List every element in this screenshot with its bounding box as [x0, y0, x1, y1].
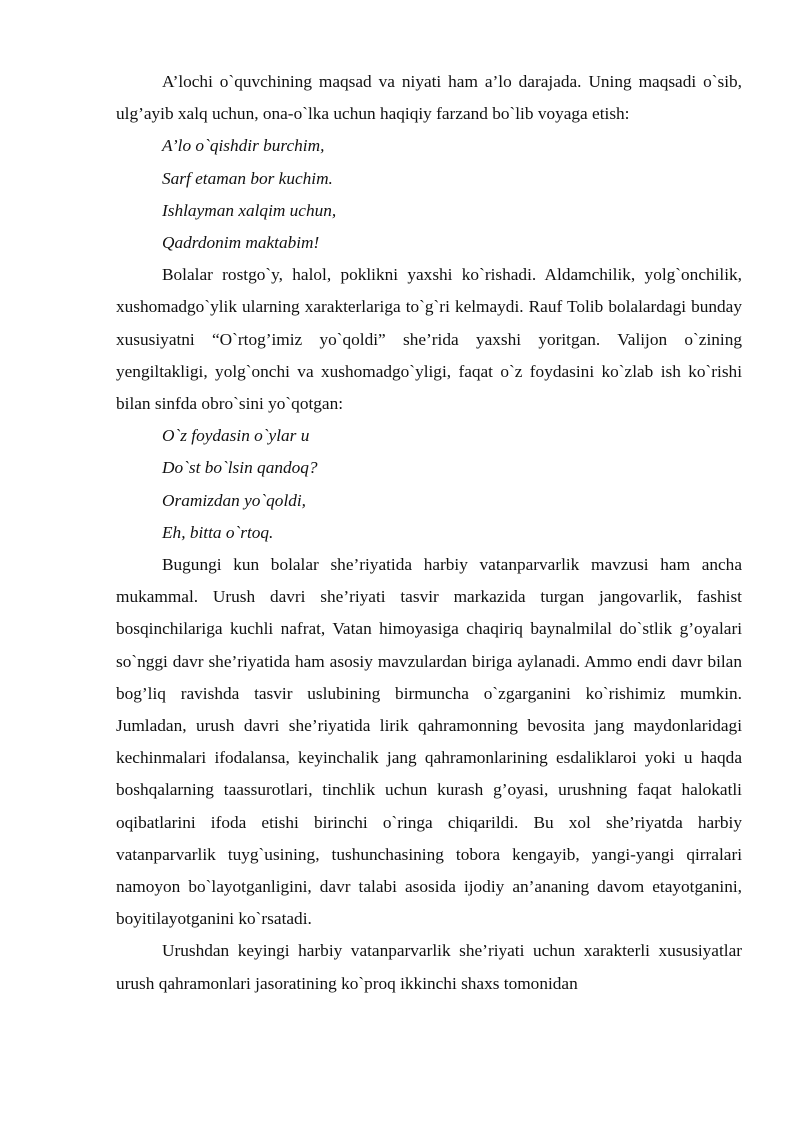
document-page [116, 66, 742, 1000]
paragraph-intro: A’lochi o`quvchining maqsad va niyati ham a’lo darajada. Uning maqsadi o`sib, ulg’ayib xalq uchun, ona-o`lka uchun haqiqiy farzand bo`lib voyaga etish: [116, 72, 742, 124]
poem-lost-friend [116, 420, 742, 549]
poem-line: O`z foydasin o`ylar u [162, 426, 310, 446]
paragraph-honesty: Bolalar rostgo`y, halol, poklikni yaxshi ko`rishadi. Aldamchilik, yolg`onchilik, xushomadgo`ylik ularning xarakterlariga to`g`ri kelmaydi. Rauf Tolib bolalardagi bunday xususiyatni “O`rtog’imiz yo`qoldi” she’rida yaxshi yoritgan. Valijon o`zining yengiltakligi, yolg`onchi va xushomadgo`yligi, faqat o`z foydasini ko`zlab ish ko`rishi bilan sinfda obro`sini yo`qotgan: [116, 265, 742, 414]
poem-line: Oramizdan yo`qoldi, [162, 490, 307, 510]
poem-line: Eh, bitta o`rtoq. [162, 522, 274, 542]
poem-excellent-student [116, 130, 742, 259]
poem-line: Sarf etaman bor kuchim. [162, 168, 333, 188]
poem-line: Qadrdonim maktabim! [162, 233, 320, 253]
poem-line: Do`st bo`lsin qandoq? [162, 458, 318, 478]
poem-line: A’lo o`qishdir burchim, [162, 136, 325, 156]
poem-line: Ishlayman xalqim uchun, [162, 200, 337, 220]
paragraph-postwar: Urushdan keyingi harbiy vatanparvarlik she’riyati uchun xarakterli xususiyatlar urush qahramonlari jasoratining ko`proq ikkinchi shaxs tomonidan [116, 941, 742, 993]
paragraph-patriotism: Bugungi kun bolalar she’riyatida harbiy vatanparvarlik mavzusi ham ancha mukammal. Urush davri she’riyati tasvir markazida turgan jangovarlik, fashist bosqinchilariga kuchli nafrat, Vatan himoyasiga chaqiriq baynalmilal do`stlik g’oyalari so`nggi davr she’riyatida ham asosiy mavzulardan biriga aylanadi. Ammo endi davr bilan bog’liq ravishda tasvir uslubining birmuncha o`zgarganini ko`rishimiz mumkin. Jumladan, urush davri she’riyatida lirik qahramonning bevosita jang maydonlaridagi kechinmalari ifodalansa, keyinchalik jang qahramonlarining esdaliklaroi yoki u haqda boshqalarning taassurotlari, tinchlik uchun kurash g’oyasi, urushning faqat halokatli oqibatlarini ifoda etishi birinchi o`ringa chiqarildi. Bu xol she’riyatda harbiy vatanparvarlik tuyg`usining, tushunchasining tobora kengayib, yangi-yangi qirralari namoyon bo`layotganligini, davr talabi asosida ijodiy an’ananing davom etayotganini, boyitilayotganini ko`rsatadi. [116, 555, 742, 929]
